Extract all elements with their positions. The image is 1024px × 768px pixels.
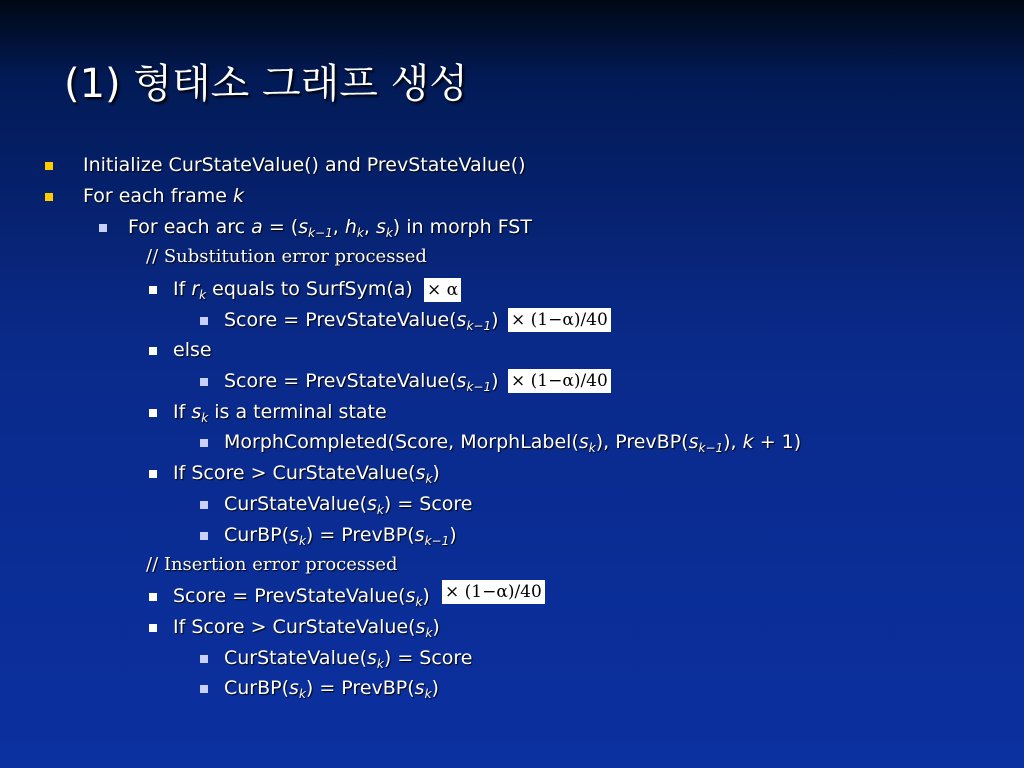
formula-times-alpha: × α: [424, 278, 461, 302]
bullet-score-prev-k1-b: Score = $PrevStateValue(s_{k-1})$: [224, 370, 499, 394]
bullet-if-rk-equals: If $r_k$ equals to SurfSym(a): [173, 278, 413, 302]
bullet-square-icon: [200, 655, 208, 663]
bullet-curstate-score-a: $CurStateValue(s_k)$ = Score: [224, 493, 473, 517]
comment-insertion: // Insertion error processed: [146, 554, 398, 575]
bullet-curbp-b: $CurBP(s_k)$ = $PrevBP(s_k)$: [224, 677, 439, 701]
comment-substitution: // Substitution error processed: [146, 246, 427, 267]
bullet-if-score-gt-a: If Score > $CurStateValue(s_k)$: [173, 462, 440, 486]
bullet-square-icon: [99, 224, 107, 232]
formula-one-minus-alpha: × (1−α)/40: [442, 580, 545, 604]
bullet-square-icon: [200, 317, 208, 325]
bullet-square-icon: [200, 378, 208, 386]
bullet-square-icon: [200, 501, 208, 509]
bullet-score-prev-k: Score = $PrevStateValue(s_k)$: [173, 585, 430, 609]
bullet-square-icon: [45, 162, 53, 170]
bullet-square-icon: [149, 593, 157, 601]
bullet-square-icon: [200, 532, 208, 540]
bullet-square-icon: [149, 470, 157, 478]
bullet-curstate-score-b: $CurStateValue(s_k)$ = Score: [224, 647, 473, 671]
bullet-if-terminal: If $s_k$ is a terminal state: [173, 401, 387, 425]
bullet-curbp-a: $CurBP(s_k)$ = $PrevBP(s_{k-1})$: [224, 524, 457, 548]
bullet-square-icon: [149, 286, 157, 294]
bullet-score-prev-k1-a: Score = $PrevStateValue(s_{k-1})$: [224, 309, 499, 333]
formula-one-minus-alpha: × (1−α)/40: [508, 369, 611, 393]
bullet-square-icon: [149, 347, 157, 355]
bullet-for-each-frame: For each frame k: [83, 185, 244, 207]
bullet-if-score-gt-b: If Score > $CurStateValue(s_k)$: [173, 616, 440, 640]
slide-title: (1) 형태소 그래프 생성: [64, 61, 468, 107]
bullet-square-icon: [45, 193, 53, 201]
bullet-morph-completed: MorphCompleted(Score, $MorphLabel(s_k)$, $PrevBP(s_{k-1})$, k + 1): [224, 431, 802, 455]
bullet-else: else: [173, 339, 212, 361]
bullet-square-icon: [149, 624, 157, 632]
bullet-square-icon: [200, 685, 208, 693]
bullet-for-each-arc: For each arc $a = (s_{k-1}$, $h_k$, $s_k$) in morph FST: [128, 216, 532, 240]
bullet-square-icon: [200, 439, 208, 447]
bullet-initialize: Initialize CurStateValue() and PrevStateValue(): [83, 154, 526, 176]
bullet-square-icon: [149, 409, 157, 417]
formula-one-minus-alpha: × (1−α)/40: [508, 308, 611, 332]
